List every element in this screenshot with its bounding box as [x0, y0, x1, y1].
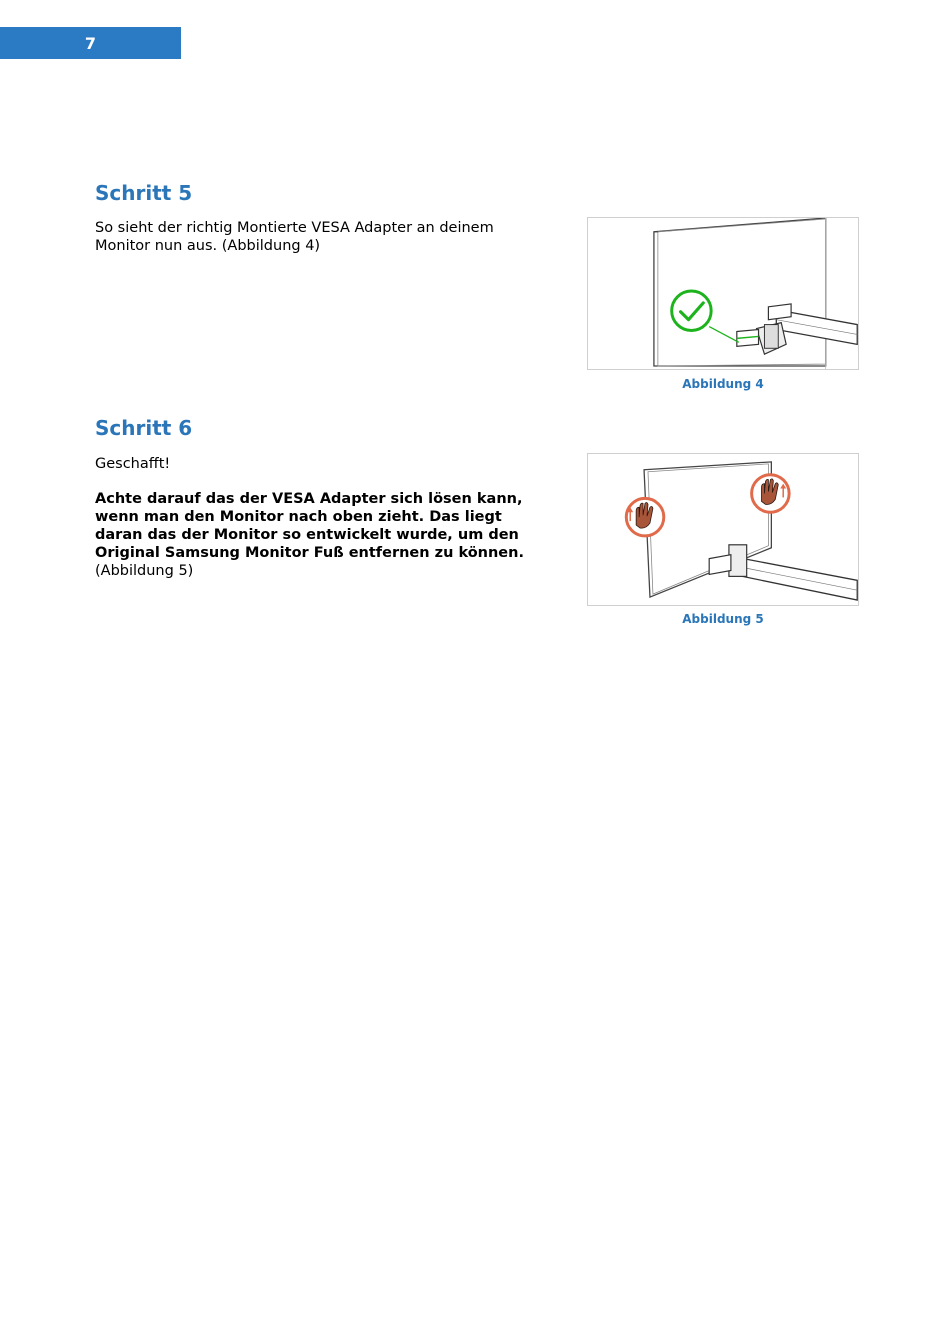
step6-warning: Achte darauf das der VESA Adapter sich lösen kann, wenn man den Monitor nach oben zieht. Das liegt daran das der Monitor so entwickelt wurde, um den Original Samsung Monitor Fuß entfernen zu können. [95, 491, 524, 561]
monitor-pull-warning-illustration [588, 454, 858, 605]
hand-warning-icon [626, 498, 664, 536]
step5-heading: Schritt 5 [95, 181, 193, 205]
step6-heading: Schritt 6 [95, 416, 193, 440]
figure-5 [587, 453, 859, 606]
step6-line1: Geschafft! [95, 456, 171, 472]
hand-warning-icon [752, 475, 790, 513]
figure-4-caption: Abbildung 4 [682, 377, 764, 391]
step5-text: So sieht der richtig Montierte VESA Adapter an deinem Monitor nun aus. (Abbildung 4) [95, 220, 494, 254]
monitor-mounted-illustration [588, 218, 858, 369]
figure-5-caption: Abbildung 5 [682, 612, 764, 626]
page-number-tab [0, 27, 181, 59]
check-icon [672, 291, 711, 330]
step6-reference: (Abbildung 5) [95, 563, 194, 579]
page-number: 7 [84, 33, 97, 53]
figure-4 [587, 217, 859, 370]
